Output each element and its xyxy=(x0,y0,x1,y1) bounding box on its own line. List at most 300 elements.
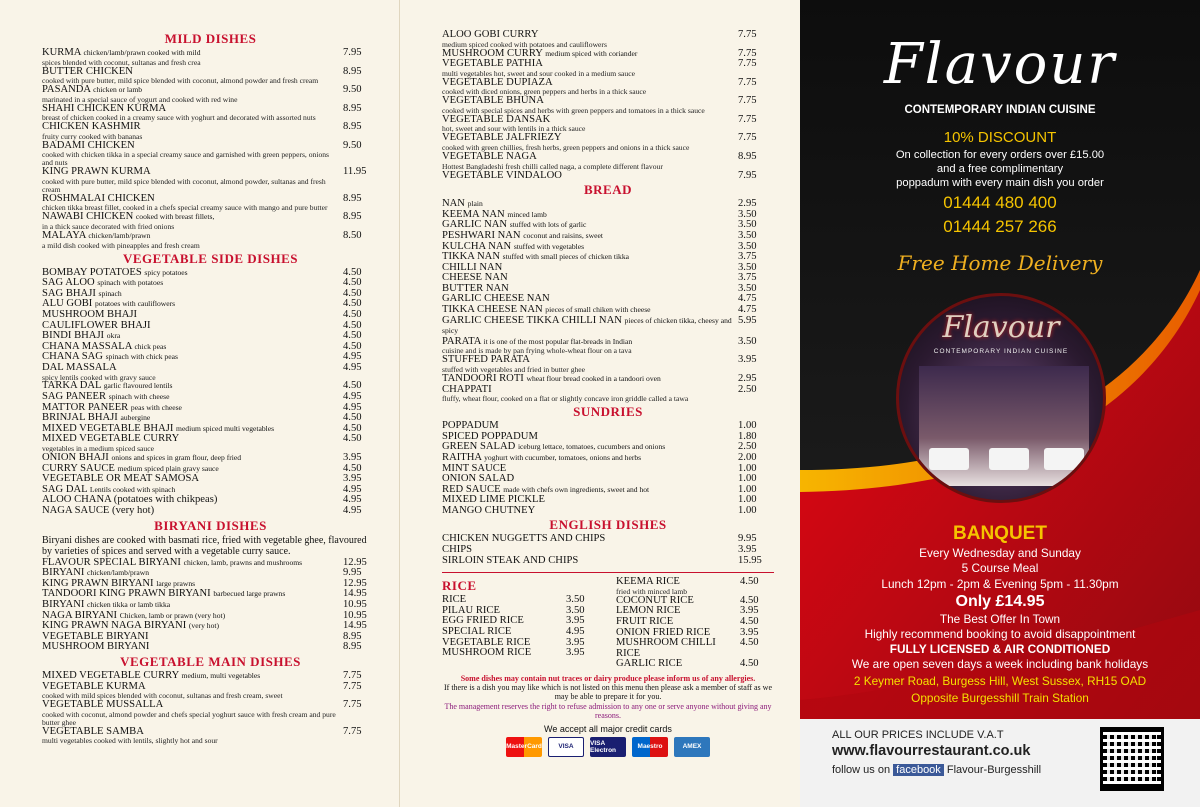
facebook-icon[interactable]: facebook xyxy=(893,764,944,776)
menu-item xyxy=(442,506,774,517)
menu-item-text xyxy=(42,506,339,517)
menu-item xyxy=(442,171,774,182)
menu-item-price: 9.50 xyxy=(343,139,362,151)
menu-item-name: NAN xyxy=(442,198,465,210)
menu-item-description: a mild dish cooked with pineapples and fresh cream xyxy=(42,240,200,250)
menu-item-name: VEGETABLE KURMA xyxy=(42,680,146,692)
menu-item-price: 3.50 xyxy=(738,219,757,231)
menu-item-subtitle: spinach with cheese xyxy=(108,392,170,402)
contact-bar xyxy=(800,719,1200,807)
menu-item-subtitle: chicken/lamb/prawn xyxy=(87,568,150,578)
menu-item-name: CHICKEN NUGGETTS AND CHIPS xyxy=(442,533,606,545)
menu-item-name: VEGETABLE BIRYANI xyxy=(42,630,149,642)
menu-item-price: 4.95 xyxy=(343,494,362,506)
menu-item xyxy=(442,152,774,171)
menu-item-subtitle: plain xyxy=(467,199,483,209)
menu-item-text xyxy=(42,700,339,727)
menu-item-name: ONION BHAJI xyxy=(42,452,109,463)
menu-item-name: KING PRAWN KURMA xyxy=(42,166,151,178)
menu-item-price: 9.50 xyxy=(343,84,362,96)
menu-item xyxy=(42,642,379,653)
menu-item-name: ONION FRIED RICE xyxy=(616,626,711,638)
visa-icon: VISA xyxy=(548,737,584,757)
menu-item-price: 4.95 xyxy=(343,351,362,363)
menu-item-price: 4.50 xyxy=(740,594,759,606)
menu-item-price: 3.50 xyxy=(566,594,585,606)
section-title-bread: BREAD xyxy=(583,182,632,198)
menu-item-name: PESHWARI NAN xyxy=(442,229,521,241)
menu-item-name: PILAU RICE xyxy=(442,604,500,616)
menu-item-subtitle: barbecued large prawns xyxy=(213,589,286,599)
veg-main-list xyxy=(42,671,379,745)
menu-item-price: 14.95 xyxy=(343,620,367,632)
menu-item-price: 3.95 xyxy=(566,636,585,648)
menu-item-price: 4.50 xyxy=(343,319,362,331)
menu-item xyxy=(442,115,774,134)
menu-item-price: 4.50 xyxy=(343,298,362,310)
banquet-price: Only £14.95 xyxy=(955,593,1045,610)
menu-item-price: 7.75 xyxy=(738,76,757,88)
banquet-hours: Lunch 12pm - 2pm & Evening 5pm - 11.30pm xyxy=(881,577,1119,591)
menu-item-name: RICE xyxy=(442,594,467,606)
menu-item-price: 3.75 xyxy=(738,251,757,263)
dining-table xyxy=(929,448,969,470)
menu-item-price: 7.95 xyxy=(343,47,362,58)
menu-item-price: 4.50 xyxy=(343,380,362,392)
menu-item-name: DAL MASSALA xyxy=(42,361,117,373)
qr-code-icon[interactable] xyxy=(1100,727,1164,791)
menu-item-text xyxy=(442,648,562,659)
menu-item-price: 3.50 xyxy=(738,208,757,220)
menu-item-name: VEGETABLE BHUNA xyxy=(442,95,544,107)
menu-item-price: 4.50 xyxy=(343,277,362,289)
menu-item-price: 4.95 xyxy=(343,483,362,495)
menu-item-text xyxy=(42,231,339,250)
menu-item-price: 2.95 xyxy=(738,198,757,210)
menu-item-subtitle: chick peas xyxy=(134,341,167,351)
allergy-warning: Some dishes may contain nut traces or dairy produce please inform us of any allergies. xyxy=(460,673,756,683)
menu-item-text xyxy=(42,434,339,453)
menu-item-price: 7.75 xyxy=(343,669,362,681)
menu-item-price: 3.95 xyxy=(740,605,759,617)
menu-item-description: breast of chicken cooked in a creamy sauce with yoghurt and decorated with assorted nuts xyxy=(42,113,316,123)
discount-text xyxy=(800,148,1200,190)
menu-item-name: KEEMA RICE xyxy=(616,576,680,588)
menu-item-name: BUTTER NAN xyxy=(442,282,509,294)
menu-item xyxy=(442,59,774,78)
menu-item xyxy=(42,589,379,600)
menu-item-subtitle: okra xyxy=(106,331,121,341)
menu-item xyxy=(42,558,379,569)
menu-item-price: 7.75 xyxy=(738,29,757,40)
menu-item-name-line xyxy=(616,659,736,670)
menu-item-subtitle: potatoes with cauliflowers xyxy=(94,299,176,309)
menu-item-name-line xyxy=(442,171,734,182)
menu-item-name: VEGETABLE SAMBA xyxy=(42,725,144,737)
menu-item-name: VEGETABLE MUSSALLA xyxy=(42,699,164,711)
menu-item-text xyxy=(442,355,734,374)
menu-item-text xyxy=(42,122,339,141)
menu-item-name: GREEN SALAD xyxy=(442,441,516,453)
menu-item-name: NAWABI CHICKEN xyxy=(42,211,134,223)
menu-item-price: 2.50 xyxy=(738,441,757,453)
menu-item-text xyxy=(42,104,339,123)
menu-item-description: fried with minced lamb xyxy=(616,586,688,596)
menu-item-name: BINDI BHAJI xyxy=(42,330,105,342)
menu-item-name: MIXED VEGETABLE CURRY xyxy=(42,433,180,445)
section-title-veg-main: VEGETABLE MAIN DISHES xyxy=(120,653,301,669)
menu-item-text xyxy=(442,30,734,49)
menu-item-description: cooked with green chillies, fresh herbs, green peppers and onions in a thick sauce xyxy=(442,143,690,152)
menu-item-name: LEMON RICE xyxy=(616,605,681,617)
menu-item-name-line xyxy=(442,442,734,453)
menu-item xyxy=(42,434,379,453)
menu-item-name: FRUIT RICE xyxy=(616,616,674,627)
menu-item xyxy=(442,534,774,545)
menu-item-text xyxy=(442,385,734,404)
menu-item-subtitle: made with chefs own ingredients, sweet and hot xyxy=(503,484,650,494)
menu-item xyxy=(42,682,379,701)
menu-item xyxy=(442,30,774,49)
menu-item-price: 3.75 xyxy=(738,272,757,284)
menu-item-text xyxy=(442,556,734,567)
menu-item-price: 4.50 xyxy=(343,266,362,278)
menu-item-description: cooked with coconut, almond powder and chefs special yoghurt sauce with fresh cream and pure butter ghee xyxy=(42,709,336,727)
menu-item-name: BOMBAY POTATOES xyxy=(42,266,142,278)
maestro-icon: Maestro xyxy=(632,737,668,757)
menu-item-price: 8.95 xyxy=(738,150,757,162)
biryani-note: Biryani dishes are cooked with basmati rice, fried with vegetable ghee, flavoured by varieties of spices and served with a vegetable curry sauce. xyxy=(42,534,367,557)
menu-item-description: medium spiced cooked with potatoes and cauliflowers xyxy=(442,39,607,49)
menu-item-name: KING PRAWN BIRYANI xyxy=(42,577,154,589)
menu-item-price: 1.00 xyxy=(738,420,757,432)
menu-item xyxy=(42,700,379,727)
menu-item-name: STUFFED PARATA xyxy=(442,354,530,366)
menu-item-price: 8.95 xyxy=(343,65,362,77)
sundries-list xyxy=(442,421,774,516)
menu-item-name: CHILLI NAN xyxy=(442,261,503,273)
phone-number-1[interactable]: 01444 480 400 xyxy=(943,193,1057,212)
menu-item-subtitle: large prawns xyxy=(156,578,196,588)
menu-item-name: VEGETABLE JALFRIEZY xyxy=(442,132,562,144)
opening-note: We are open seven days a week including bank holidays xyxy=(851,657,1149,671)
landmark: Opposite Burgesshill Train Station xyxy=(911,691,1089,705)
menu-item-price: 3.50 xyxy=(566,604,585,616)
menu-item-name-line xyxy=(442,30,734,41)
menu-item-subtitle: yoghurt with cucumber, tomatoes, onions and herbs xyxy=(484,452,642,462)
menu-item xyxy=(42,85,379,104)
menu-item-text xyxy=(42,727,339,746)
menu-item xyxy=(42,104,379,123)
menu-item-price: 3.95 xyxy=(738,544,757,556)
menu-item-price: 8.95 xyxy=(343,630,362,642)
banquet-title: BANQUET xyxy=(953,523,1047,544)
menu-item-description: vegetables in a medium spiced sauce xyxy=(42,444,154,454)
menu-item-name: GARLIC CHEESE TIKKA CHILLI NAN xyxy=(442,314,622,326)
menu-item-name: PASANDA xyxy=(42,84,91,96)
menu-item-name: MINT SAUCE xyxy=(442,462,507,474)
menu-item-name: SIRLOIN STEAK AND CHIPS xyxy=(442,554,579,566)
section-title-mild: MILD DISHES xyxy=(164,31,257,46)
menu-item-subtitle: onions and spices in gram flour, deep fried xyxy=(111,453,242,462)
menu-item-description: multi vegetables hot, sweet and sour cooked in a medium sauce xyxy=(442,68,635,78)
dining-table xyxy=(1044,448,1084,470)
menu-item-subtitle: wheat flour bread cooked in a tandoori oven xyxy=(526,373,661,383)
bread-list xyxy=(442,199,774,403)
menu-item xyxy=(616,638,774,659)
menu-item-price: 4.50 xyxy=(343,287,362,299)
menu-item-price: 8.50 xyxy=(343,230,362,241)
social-line xyxy=(832,764,1041,776)
menu-item-subtitle: pieces of chicken tikka, cheesy and spicy xyxy=(442,315,732,336)
menu-item-price: 1.00 xyxy=(738,483,757,495)
menu-item-name: RAITHA xyxy=(442,451,482,463)
menu-item-subtitle: peas with cheese xyxy=(130,402,182,412)
amex-icon: AMEX xyxy=(674,737,710,757)
menu-item-name: PARATA xyxy=(442,335,481,347)
menu-item-name: CHEESE NAN xyxy=(442,272,508,284)
menu-item-price: 1.80 xyxy=(738,430,757,442)
rice-col-left xyxy=(442,577,600,670)
menu-item xyxy=(442,442,774,453)
menu-item-description: cooked with chicken tikka in a special creamy sauce and garnished with green peppers, onions and nuts xyxy=(42,150,329,168)
menu-item-subtitle: Chicken, lamb or prawn (very hot) xyxy=(119,610,226,620)
menu-item-name-line xyxy=(42,363,339,374)
menu-item-text xyxy=(442,442,734,453)
menu-item-price: 12.95 xyxy=(343,577,367,589)
menu-item-name-line xyxy=(42,506,339,517)
menu-item-price: 9.95 xyxy=(738,533,757,545)
menu-item-price: 3.50 xyxy=(738,240,757,252)
menu-item-subtitle: pieces of small chiken with cheese xyxy=(545,305,651,315)
cards-title: We accept all major credit cards xyxy=(544,723,672,734)
menu-item-name: SAG PANEER xyxy=(42,391,107,403)
menu-item-text xyxy=(616,659,736,670)
menu-item-text xyxy=(42,363,339,382)
menu-item-subtitle: Lentils cooked with spinach xyxy=(89,484,176,494)
menu-item-subtitle: medium spiced multi vegetables xyxy=(176,423,275,433)
menu-item-text xyxy=(442,152,734,171)
menu-item-subtitle: chicken/lamb/prawn xyxy=(88,231,151,240)
menu-item-price: 4.50 xyxy=(740,637,759,649)
menu-item-price: 4.50 xyxy=(343,308,362,320)
menu-item-name: MUSHROOM CURRY xyxy=(442,47,543,59)
menu-item-price: 7.75 xyxy=(343,680,362,692)
menu-item xyxy=(42,474,379,485)
menu-item xyxy=(42,48,379,67)
menu-item-name: MIXED VEGETABLE BHAJI xyxy=(42,422,174,434)
menu-item-price: 4.50 xyxy=(343,433,362,445)
menu-item-text xyxy=(442,59,734,78)
menu-item-price: 4.50 xyxy=(343,412,362,424)
menu-item-name: GARLIC NAN xyxy=(442,219,508,231)
menu-item-name: SAG ALOO xyxy=(42,277,95,289)
menu-item-name: MANGO CHUTNEY xyxy=(442,504,536,516)
menu-item-subtitle: stuffed with small pieces of chicken tikka xyxy=(502,252,630,262)
menu-item-name: TIKKA CHEESE NAN xyxy=(442,304,543,316)
menu-item-name: ONION SALAD xyxy=(442,473,515,485)
menu-item-name: MUSHROOM RICE xyxy=(442,647,532,659)
menu-item-name-line xyxy=(42,48,339,59)
menu-item-subtitle: medium, multi vegetables xyxy=(181,670,261,680)
menu-item-price: 4.95 xyxy=(566,626,585,638)
phone-number-2[interactable]: 01444 257 266 xyxy=(943,217,1057,236)
menu-item-price: 2.95 xyxy=(738,372,757,384)
menu-item-price: 5.95 xyxy=(738,314,757,326)
menu-item-price: 4.95 xyxy=(343,391,362,403)
menu-item-price: 3.95 xyxy=(566,647,585,659)
menu-item-name: KING PRAWN NAGA BIRYANI xyxy=(42,620,187,632)
section-title-sundries: SUNDRIES xyxy=(573,404,643,420)
tagline: CONTEMPORARY INDIAN CUISINE xyxy=(904,104,1096,116)
address: 2 Keymer Road, Burgess Hill, West Sussex, RH15 OAD xyxy=(853,674,1147,688)
menu-item-description: Hottest Bangladeshi fresh chilli called naga, a complete different flavour xyxy=(442,161,663,171)
mastercard-icon: MasterCard xyxy=(506,737,542,757)
visa-electron-icon: VISA Electron xyxy=(590,737,626,757)
booking-note: Highly recommend booking to avoid disappointment xyxy=(864,627,1136,641)
website-link[interactable]: www.flavourrestaurant.co.uk xyxy=(832,743,1031,759)
menu-item-text xyxy=(42,167,339,194)
menu-item-subtitle: minced lamb xyxy=(507,209,547,219)
menu-item-name: VEGETABLE DUPIAZA xyxy=(442,76,553,88)
menu-item-description: cooked with mild spices blended with coconut, sultanas and fresh cream, sweet xyxy=(42,691,283,701)
menu-item-price: 1.00 xyxy=(738,462,757,474)
menu-item-price: 7.75 xyxy=(738,132,757,144)
menu-item-subtitle: cooked with breast fillets, xyxy=(135,212,215,222)
menu-item-name: TANDOORI KING PRAWN BIRYANI xyxy=(42,588,211,600)
section-title-veg-side: VEGETABLE SIDE DISHES xyxy=(123,250,298,266)
menu-item-price: 8.95 xyxy=(343,211,362,223)
menu-item-price: 2.50 xyxy=(738,383,757,395)
menu-item-name-line xyxy=(442,648,562,659)
menu-item-price: 14.95 xyxy=(343,588,367,600)
menu-item-price: 7.75 xyxy=(738,47,757,59)
menu-item-text xyxy=(42,682,339,701)
menu-item-price: 8.95 xyxy=(343,102,362,114)
menu-item-price: 7.95 xyxy=(738,169,757,181)
menu-item-text xyxy=(442,337,734,356)
menu-item-name: TANDOORI ROTI xyxy=(442,372,524,384)
menu-item-text xyxy=(442,534,734,545)
menu-item-name: BIRYANI xyxy=(42,567,85,579)
section-title-rice: RICE xyxy=(442,578,477,594)
menu-item-name: CHICKEN KASHMIR xyxy=(42,121,141,133)
menu-item-name: TARKA DAL xyxy=(42,380,102,392)
menu-item-price: 4.75 xyxy=(738,293,757,305)
menu-item-name: COCONUT RICE xyxy=(616,594,694,606)
menu-item-price: 9.95 xyxy=(343,567,362,579)
menu-item-subtitle: chicken tikka or lamb tikka xyxy=(87,599,171,609)
menu-item-description: cooked with pure butter, mild spice blended with coconut, almond powder, sultanas and fresh cream xyxy=(42,176,326,194)
menu-item-description: marinated in a special sauce of yogurt and cooked with red wine xyxy=(42,94,238,104)
menu-item-name: KULCHA NAN xyxy=(442,240,512,252)
menu-item-name-line xyxy=(616,638,736,659)
discount-title: 10% DISCOUNT xyxy=(943,129,1057,146)
menu-item-price: 1.00 xyxy=(738,504,757,516)
menu-item-text xyxy=(442,96,734,115)
menu-item-text xyxy=(442,78,734,97)
menu-item-name-line xyxy=(442,152,734,163)
menu-item-price: 4.95 xyxy=(343,361,362,373)
menu-item-name: RED SAUCE xyxy=(442,483,501,495)
menu-item-name: CURRY SAUCE xyxy=(42,462,115,474)
menu-item xyxy=(42,141,379,168)
menu-item xyxy=(42,231,379,250)
menu-item-description: cooked with pure butter, mild spice blended with coconut, almond powder and fresh cream xyxy=(42,76,319,86)
banquet-days: Every Wednesday and Sunday xyxy=(919,546,1081,560)
menu-item-price: 7.75 xyxy=(343,725,362,737)
rice-list-left xyxy=(442,595,600,659)
menu-item-subtitle: stuffed with lots of garlic xyxy=(509,220,587,230)
menu-item-name-line xyxy=(442,556,734,567)
menu-item-text xyxy=(442,115,734,134)
menu-item-price: 3.95 xyxy=(566,615,585,627)
rice-list-right xyxy=(616,577,774,670)
menu-item-name: CHANA MASSALA xyxy=(42,340,132,352)
menu-item-name: SHAHI CHICKEN KURMA xyxy=(42,102,167,114)
menu-item-name: SAG DAL xyxy=(42,483,88,495)
storefront-sign-sub: CONTEMPORARY INDIAN CUISINE xyxy=(933,348,1069,355)
menu-item-description: hot, sweet and sour with lentils in a thick sauce xyxy=(442,124,586,134)
menu-item-name: GARLIC RICE xyxy=(616,658,683,670)
menu-item-name: VEGETABLE PATHIA xyxy=(442,58,543,70)
menu-item-name: MUSHROOM BIRYANI xyxy=(42,641,150,653)
menu-item-name: ALOO CHANA (potatoes with chikpeas) xyxy=(42,494,218,506)
menu-item-price: 7.75 xyxy=(738,58,757,70)
menu-item-price: 1.00 xyxy=(738,494,757,506)
menu-item xyxy=(42,727,379,746)
menu-item-price: 3.50 xyxy=(738,282,757,294)
rice-section xyxy=(442,572,774,670)
menu-item-name: ALU GOBI xyxy=(42,298,93,310)
menu-item-text xyxy=(616,577,736,596)
menu-item-price: 3.95 xyxy=(343,452,362,463)
menu-item-text xyxy=(42,67,339,86)
menu-item-name: VEGETABLE OR MEAT SAMOSA xyxy=(42,473,199,485)
menu-item-price: 3.95 xyxy=(738,354,757,366)
menu-item xyxy=(442,355,774,374)
menu-item-price: 8.95 xyxy=(343,121,362,133)
menu-item-name: BUTTER CHICKEN xyxy=(42,65,133,77)
allergy-notice xyxy=(442,674,774,720)
menu-item-name: CHIPS xyxy=(442,544,473,556)
menu-item-text xyxy=(442,171,734,182)
section-title-biryani: BIRYANI DISHES xyxy=(154,517,267,533)
english-list xyxy=(442,534,774,566)
menu-item-price: 4.95 xyxy=(343,504,362,516)
facebook-page[interactable]: Flavour-Burgesshill xyxy=(946,764,1042,776)
menu-item-price: 3.50 xyxy=(738,335,757,347)
licensed-note: FULLY LICENSED & AIR CONDITIONED xyxy=(889,642,1111,656)
menu-item-name: KURMA xyxy=(42,47,81,58)
menu-item-name: CHAPPATI xyxy=(442,383,492,395)
brand-panel xyxy=(800,0,1200,807)
menu-item-price: 4.50 xyxy=(343,422,362,434)
menu-item-name: MUSHROOM CHILLI RICE xyxy=(616,637,716,659)
menu-item-price: 2.00 xyxy=(738,451,757,463)
menu-item-name: FLAVOUR SPECIAL BIRYANI xyxy=(42,556,181,568)
menu-item-name: VEGETABLE NAGA xyxy=(442,150,537,162)
discount-line-3: poppadum with every main dish you order xyxy=(896,177,1104,189)
menu-item-name: BADAMI CHICKEN xyxy=(42,139,135,151)
menu-item-name: POPPADUM xyxy=(442,420,499,432)
restaurant-photo xyxy=(896,293,1106,503)
menu-item xyxy=(42,506,379,517)
menu-item-name: ROSHMALAI CHICKEN xyxy=(42,192,155,204)
menu-item xyxy=(442,78,774,97)
free-delivery: Free Home Delivery xyxy=(897,251,1103,275)
follow-label: follow us on xyxy=(832,764,891,776)
